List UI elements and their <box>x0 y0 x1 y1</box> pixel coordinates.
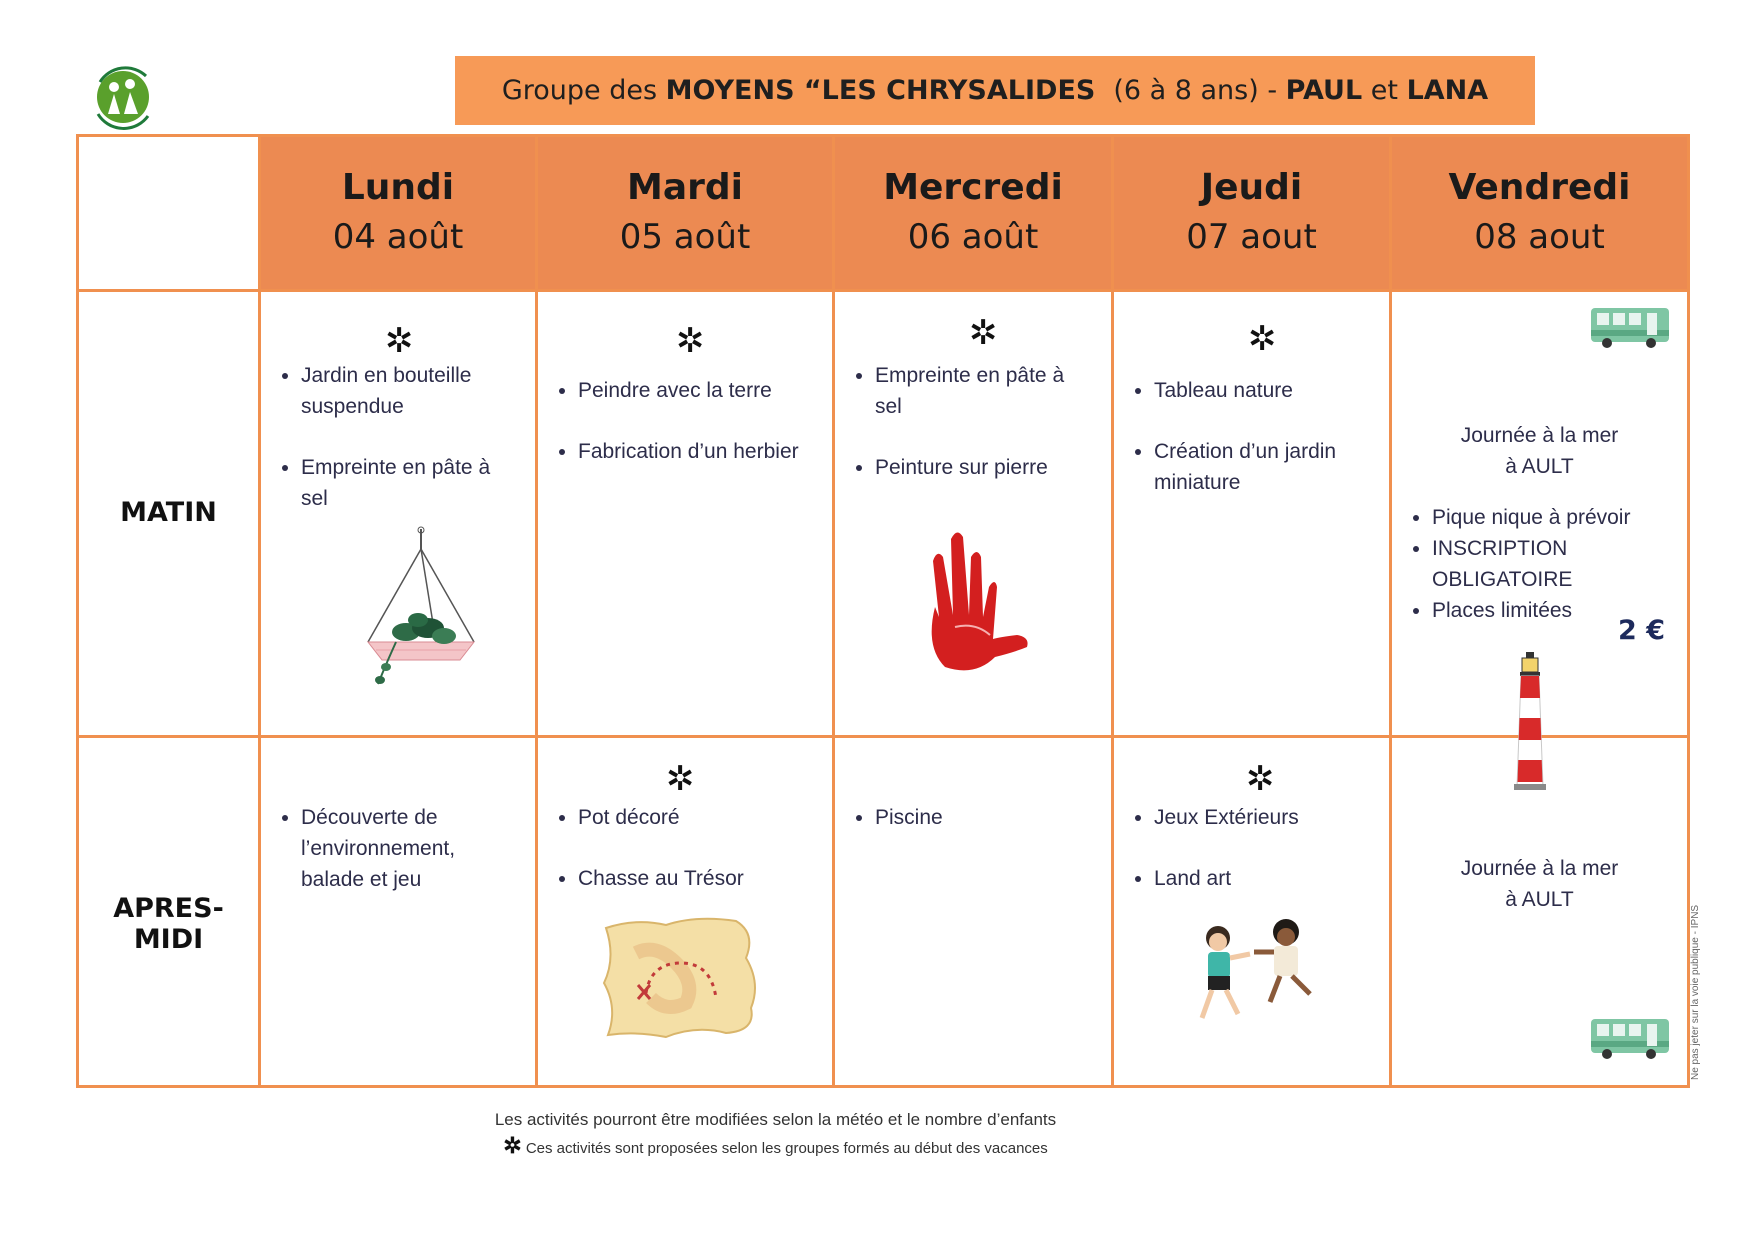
activity-list <box>835 360 1090 513</box>
morning-row <box>79 292 1687 738</box>
title-conjunction: et <box>1362 75 1407 106</box>
red-handprint-icon <box>905 527 1035 677</box>
morning-monday <box>261 292 538 738</box>
age-range: (6 à 8 ans) - <box>1104 75 1286 106</box>
bus-icon <box>1589 304 1671 350</box>
afternoon-tuesday <box>538 738 835 1085</box>
list-item: • Land art <box>1154 863 1379 894</box>
animator-name: PAUL <box>1285 75 1363 106</box>
day-name: Mardi <box>627 167 743 208</box>
friday-info-list <box>1392 502 1662 626</box>
activity-list <box>538 375 823 497</box>
morning-tuesday <box>538 292 835 738</box>
asterisk-icon: ✲ <box>676 321 705 361</box>
list-item: • Chasse au Trésor <box>578 863 823 894</box>
day-name: Vendredi <box>1448 167 1631 208</box>
logo-emblem-icon <box>78 52 168 142</box>
list-item: • Tableau nature <box>1154 375 1379 406</box>
day-header-thursday <box>1114 137 1392 292</box>
list-item: • Peinture sur pierre <box>875 452 1090 483</box>
children-running-icon <box>1188 918 1328 1038</box>
outing-place: à AULT <box>1505 888 1574 911</box>
day-name: Mercredi <box>883 167 1063 208</box>
activity-list <box>261 360 516 544</box>
list-item: • Peindre avec la terre <box>578 375 823 406</box>
morning-friday <box>1392 292 1687 738</box>
footer-note: Les activités pourront être modifiées selon la météo et le nombre d’enfants <box>494 1110 1057 1129</box>
day-date: 06 août <box>907 217 1039 257</box>
corner-cell <box>79 137 261 292</box>
asterisk-icon: ✲ <box>1246 759 1275 799</box>
afternoon-wednesday <box>835 738 1114 1085</box>
title-prefix: Groupe des <box>501 75 666 106</box>
schedule-table <box>76 134 1690 1088</box>
group-name: MOYENS “LES CHRYSALIDES <box>665 75 1105 106</box>
side-legal-note: Ne pas jeter sur la voie publique - IPNS <box>1690 904 1701 1080</box>
day-header-tuesday <box>538 137 835 292</box>
afternoon-monday <box>261 738 538 1085</box>
hanging-plant-icon <box>356 524 486 694</box>
day-name: Jeudi <box>1200 167 1303 208</box>
list-item: • Pique nique à prévoir <box>1432 502 1662 533</box>
list-item: • Création d’un jardin miniature <box>1154 436 1379 498</box>
outing-title: Journée à la mer <box>1460 857 1619 880</box>
footer-asterisk-note <box>0 1133 1653 1159</box>
period-label: APRES-MIDI <box>113 893 224 955</box>
footer-asterisk-text: Ces activités sont proposées selon les groupes formés au début des vacances <box>525 1140 1048 1157</box>
activity-list <box>835 802 1090 863</box>
table-header-row <box>79 137 1687 292</box>
day-header-friday <box>1392 137 1687 292</box>
day-date: 05 août <box>619 217 751 257</box>
list-item: • Empreinte en pâte à sel <box>301 452 516 514</box>
period-cell-morning <box>79 292 261 738</box>
asterisk-icon: ✲ <box>385 321 414 361</box>
list-item: • INSCRIPTION OBLIGATOIRE <box>1432 533 1662 595</box>
asterisk-icon: ✲ <box>1248 319 1277 359</box>
list-item: • Jeux Extérieurs <box>1154 802 1379 833</box>
activity-list <box>1114 802 1379 924</box>
afternoon-friday <box>1392 738 1687 1085</box>
price-badge: 2 € <box>1618 615 1665 646</box>
list-item: • Places limitées <box>1432 595 1662 626</box>
morning-wednesday <box>835 292 1114 738</box>
activity-list <box>538 802 823 924</box>
morning-thursday <box>1114 292 1392 738</box>
list-item: • Pot décoré <box>578 802 823 833</box>
day-date: 04 août <box>332 217 464 257</box>
treasure-map-icon <box>596 913 766 1043</box>
day-date: 08 aout <box>1474 217 1605 257</box>
animator-name: LANA <box>1406 75 1489 106</box>
activity-list <box>261 802 516 925</box>
friday-morning-title <box>1392 420 1687 482</box>
day-name: Lundi <box>341 167 455 208</box>
day-date: 07 aout <box>1186 217 1317 257</box>
list-item: • Fabrication d’un herbier <box>578 436 823 467</box>
outing-title: Journée à la mer <box>1460 424 1619 447</box>
asterisk-icon: ✲ <box>666 759 695 799</box>
asterisk-icon: ✲ <box>969 313 998 353</box>
day-header-monday <box>261 137 538 292</box>
friday-afternoon-title <box>1392 853 1687 915</box>
logo <box>78 52 168 142</box>
afternoon-row <box>79 738 1687 1085</box>
day-header-wednesday <box>835 137 1114 292</box>
list-item: • Piscine <box>875 802 1090 833</box>
asterisk-icon: ✲ <box>503 1133 522 1158</box>
list-item: • Découverte de l’environnement, balade et jeu <box>301 802 516 895</box>
activity-list <box>1114 375 1379 528</box>
afternoon-thursday <box>1114 738 1392 1085</box>
page-title <box>455 56 1535 125</box>
period-label: MATIN <box>120 497 217 528</box>
bus-icon <box>1589 1015 1671 1061</box>
list-item: • Empreinte en pâte à sel <box>875 360 1090 422</box>
period-cell-afternoon <box>79 738 261 1085</box>
list-item: • Jardin en bouteille suspendue <box>301 360 516 422</box>
outing-place: à AULT <box>1505 455 1574 478</box>
